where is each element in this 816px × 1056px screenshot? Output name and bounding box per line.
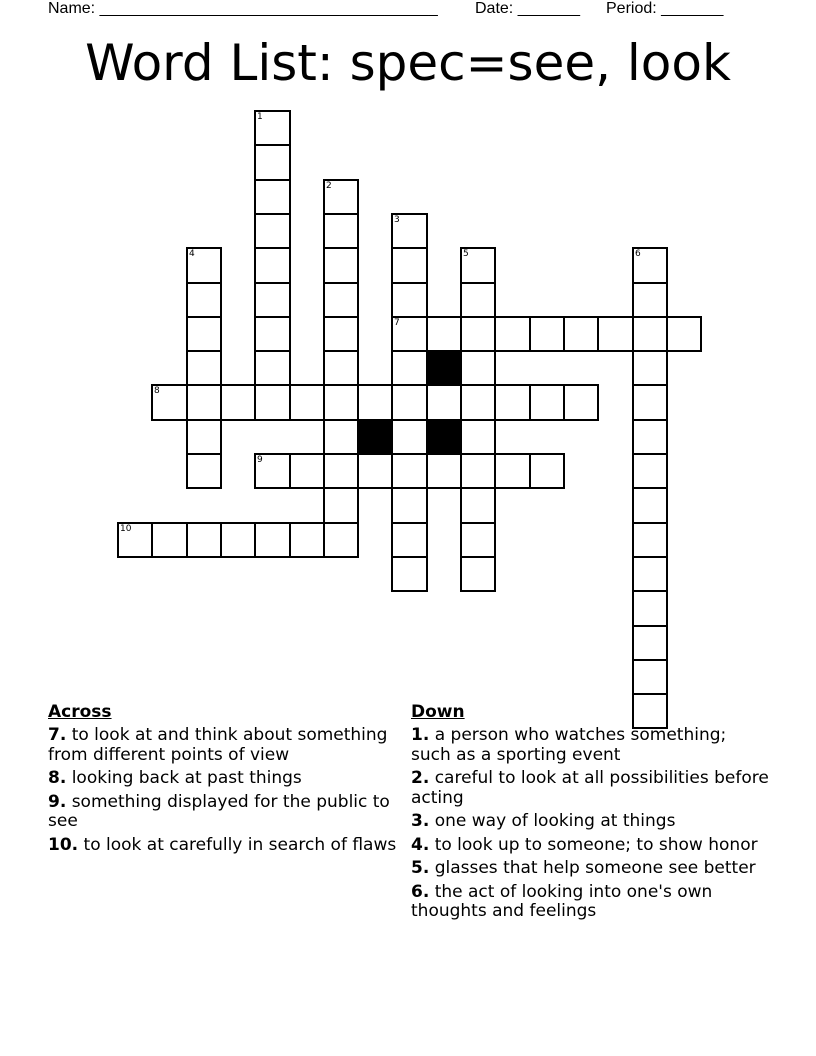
letter-cell[interactable] xyxy=(632,625,668,661)
letter-cell[interactable] xyxy=(460,453,496,489)
letter-cell[interactable] xyxy=(632,282,668,318)
clue-number: 7. xyxy=(48,725,67,745)
letter-cell[interactable] xyxy=(254,179,291,215)
letter-cell[interactable] xyxy=(254,316,291,352)
letter-cell[interactable] xyxy=(460,419,496,455)
letter-cell[interactable] xyxy=(632,247,668,284)
across-heading: Across xyxy=(48,702,112,722)
letter-cell[interactable] xyxy=(460,522,496,558)
clue-text: a person who watches something; such as a sporting event xyxy=(411,725,727,765)
letter-cell[interactable] xyxy=(632,590,668,627)
letter-cell[interactable] xyxy=(323,282,359,318)
letter-cell[interactable] xyxy=(289,453,325,489)
letter-cell[interactable] xyxy=(632,453,668,489)
letter-cell[interactable] xyxy=(460,487,496,524)
letter-cell[interactable] xyxy=(186,453,222,489)
letter-cell[interactable] xyxy=(186,247,222,284)
clue-number-label: 10 xyxy=(120,524,132,534)
letter-cell[interactable] xyxy=(220,384,256,421)
letter-cell[interactable] xyxy=(254,522,291,558)
letter-cell[interactable] xyxy=(494,384,531,421)
letter-cell[interactable] xyxy=(391,316,428,352)
letter-cell[interactable] xyxy=(151,384,188,421)
period-field-label[interactable]: Period: _______ xyxy=(606,0,724,17)
letter-cell[interactable] xyxy=(632,487,668,524)
name-field-label[interactable]: Name: ______________________________________ xyxy=(48,0,438,17)
letter-cell[interactable] xyxy=(529,453,565,489)
letter-cell[interactable] xyxy=(391,282,428,318)
clue-number-label: 4 xyxy=(189,249,195,259)
letter-cell[interactable] xyxy=(666,316,702,352)
letter-cell[interactable] xyxy=(391,247,428,284)
clue-number: 5. xyxy=(411,858,430,878)
down-clue-4 xyxy=(411,836,771,856)
across-clue-10 xyxy=(48,836,408,856)
letter-cell[interactable] xyxy=(323,453,359,489)
clue-number-label: 5 xyxy=(463,249,469,259)
letter-cell[interactable] xyxy=(391,487,428,524)
letter-cell[interactable] xyxy=(426,384,462,421)
letter-cell[interactable] xyxy=(254,453,291,489)
letter-cell[interactable] xyxy=(426,453,462,489)
letter-cell[interactable] xyxy=(323,487,359,524)
letter-cell[interactable] xyxy=(323,522,359,558)
clue-text: careful to look at all possibilities before acting xyxy=(411,768,769,808)
clue-text: the act of looking into one's own thoughts and feelings xyxy=(411,881,713,921)
clue-number-label: 1 xyxy=(257,112,263,122)
letter-cell[interactable] xyxy=(563,316,599,352)
letter-cell[interactable] xyxy=(632,350,668,386)
letter-cell[interactable] xyxy=(632,384,668,421)
letter-cell[interactable] xyxy=(460,384,496,421)
clue-number: 8. xyxy=(48,768,67,788)
letter-cell[interactable] xyxy=(391,350,428,386)
clue-number-label: 8 xyxy=(154,386,160,396)
letter-cell[interactable] xyxy=(391,384,428,421)
clue-number-label: 2 xyxy=(326,181,332,191)
down-heading: Down xyxy=(411,702,465,722)
clue-number-label: 6 xyxy=(635,249,641,259)
letter-cell[interactable] xyxy=(426,316,462,352)
down-clues xyxy=(411,702,771,926)
letter-cell[interactable] xyxy=(186,282,222,318)
letter-cell[interactable] xyxy=(186,316,222,352)
letter-cell[interactable] xyxy=(323,350,359,386)
letter-cell[interactable] xyxy=(391,522,428,558)
letter-cell[interactable] xyxy=(323,316,359,352)
letter-cell[interactable] xyxy=(632,419,668,455)
letter-cell[interactable] xyxy=(254,247,291,284)
down-clue-2 xyxy=(411,769,771,808)
letter-cell[interactable] xyxy=(494,453,531,489)
clue-text: to look at carefully in search of flaws xyxy=(83,834,397,855)
letter-cell[interactable] xyxy=(323,384,359,421)
clue-number-label: 3 xyxy=(394,215,400,225)
down-clue-5 xyxy=(411,859,771,879)
letter-cell[interactable] xyxy=(460,556,496,592)
block-cell xyxy=(426,350,462,386)
letter-cell[interactable] xyxy=(632,659,668,695)
date-field-label[interactable]: Date: _______ xyxy=(475,0,580,17)
clue-number: 4. xyxy=(411,834,430,855)
down-clue-1 xyxy=(411,726,771,765)
letter-cell[interactable] xyxy=(323,179,359,215)
clue-number-label: 7 xyxy=(394,318,400,328)
letter-cell[interactable] xyxy=(323,213,359,249)
down-clue-3 xyxy=(411,812,771,832)
letter-cell[interactable] xyxy=(323,247,359,284)
letter-cell[interactable] xyxy=(186,350,222,386)
letter-cell[interactable] xyxy=(254,213,291,249)
clue-number: 6. xyxy=(411,881,430,902)
letter-cell[interactable] xyxy=(357,384,393,421)
letter-cell[interactable] xyxy=(460,247,496,284)
block-cell xyxy=(426,419,462,455)
letter-cell[interactable] xyxy=(494,316,531,352)
letter-cell[interactable] xyxy=(460,282,496,318)
letter-cell[interactable] xyxy=(289,522,325,558)
letter-cell[interactable] xyxy=(529,384,565,421)
clue-number: 2. xyxy=(411,768,430,788)
letter-cell[interactable] xyxy=(563,384,599,421)
letter-cell[interactable] xyxy=(186,522,222,558)
clue-text: something displayed for the public to see xyxy=(48,791,390,831)
letter-cell[interactable] xyxy=(597,316,634,352)
letter-cell[interactable] xyxy=(632,556,668,592)
clue-number: 9. xyxy=(48,791,67,812)
letter-cell[interactable] xyxy=(460,316,496,352)
down-clue-6 xyxy=(411,883,771,922)
letter-cell[interactable] xyxy=(254,384,291,421)
letter-cell[interactable] xyxy=(254,110,291,146)
letter-cell[interactable] xyxy=(117,522,153,558)
letter-cell[interactable] xyxy=(186,419,222,455)
letter-cell[interactable] xyxy=(391,556,428,592)
letter-cell[interactable] xyxy=(391,419,428,455)
across-clue-7 xyxy=(48,726,408,765)
letter-cell[interactable] xyxy=(391,453,428,489)
clue-text: one way of looking at things xyxy=(434,811,676,831)
clue-number-label: 9 xyxy=(257,455,263,465)
letter-cell[interactable] xyxy=(632,522,668,558)
block-cell xyxy=(357,419,393,455)
clue-number: 1. xyxy=(411,725,430,745)
letter-cell[interactable] xyxy=(186,384,222,421)
clue-text: looking back at past things xyxy=(71,768,302,788)
letter-cell[interactable] xyxy=(529,316,565,352)
clue-text: to look up to someone; to show honor xyxy=(434,834,758,855)
letter-cell[interactable] xyxy=(289,384,325,421)
across-clue-8 xyxy=(48,769,408,789)
letter-cell[interactable] xyxy=(460,350,496,386)
letter-cell[interactable] xyxy=(151,522,188,558)
letter-cell[interactable] xyxy=(254,350,291,386)
page-title: Word List: spec=see, look xyxy=(85,34,731,92)
letter-cell[interactable] xyxy=(357,453,393,489)
letter-cell[interactable] xyxy=(254,282,291,318)
clue-text: to look at and think about something from different points of view xyxy=(48,725,388,765)
clue-number: 3. xyxy=(411,811,430,831)
across-clue-9 xyxy=(48,793,408,832)
letter-cell[interactable] xyxy=(632,316,668,352)
letter-cell[interactable] xyxy=(323,419,359,455)
letter-cell[interactable] xyxy=(254,144,291,181)
across-clues xyxy=(48,702,408,859)
letter-cell[interactable] xyxy=(391,213,428,249)
clue-number: 10. xyxy=(48,834,79,855)
letter-cell[interactable] xyxy=(220,522,256,558)
clue-text: glasses that help someone see better xyxy=(434,858,756,878)
